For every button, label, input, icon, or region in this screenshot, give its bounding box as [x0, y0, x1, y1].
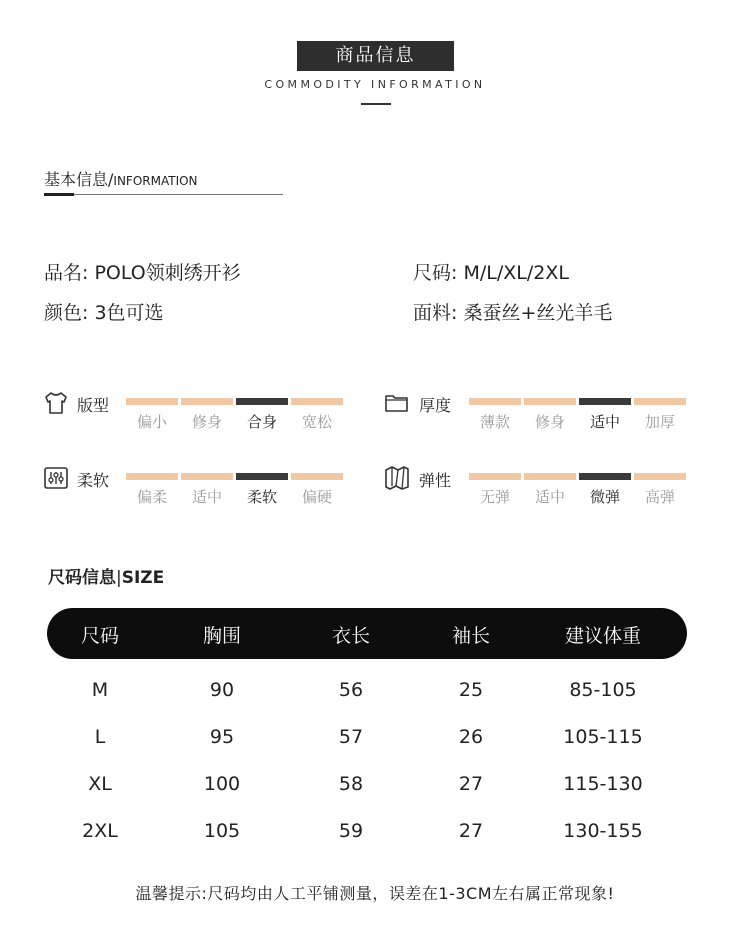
scale-option: 适中: [534, 488, 565, 506]
table-cell: 105-115: [563, 726, 643, 748]
attribute-softness-label: 柔软: [77, 471, 110, 490]
attribute-fit-options: [126, 411, 343, 432]
scale-option: 无弹: [479, 488, 510, 506]
scale-segment: [126, 473, 178, 480]
table-cell: 57: [338, 726, 364, 748]
product-name: 品名: POLO领刺绣开衫: [44, 262, 241, 284]
scale-option: 修身: [191, 413, 222, 431]
table-cell: 56: [338, 679, 364, 701]
section-subtitle: COMMODITY INFORMATION: [264, 78, 486, 91]
scale-segment: [634, 398, 686, 405]
product-sizes: 尺码: M/L/XL/2XL: [413, 262, 569, 284]
scale-segment: [126, 398, 178, 405]
attribute-elasticity-scale: [469, 473, 686, 480]
scale-option: 适中: [191, 488, 222, 506]
table-cell: 100: [203, 773, 241, 795]
scale-segment-selected: [579, 398, 631, 405]
attribute-softness-scale: [126, 473, 343, 480]
scale-option-selected: 柔软: [246, 488, 277, 506]
attribute-elasticity-label: 弹性: [419, 471, 452, 490]
section-underline: [361, 103, 391, 105]
attribute-softness-options: [126, 486, 343, 507]
table-cell: 95: [209, 726, 235, 748]
basic-info-divider-accent: [44, 193, 74, 196]
column-header-sleeve: 袖长: [451, 625, 490, 647]
basic-info-divider: [44, 194, 283, 195]
scale-option-selected: 适中: [589, 413, 620, 431]
table-cell: 130-155: [563, 820, 643, 842]
scale-option-selected: 微弹: [589, 488, 620, 506]
scale-option: 偏小: [136, 413, 167, 431]
size-info-heading-en: SIZE: [121, 568, 165, 588]
folder-icon: [383, 389, 411, 417]
scale-option: 高弹: [644, 488, 675, 506]
scale-option: 偏硬: [301, 488, 332, 506]
scale-segment: [469, 398, 521, 405]
basic-info-heading-en: INFORMATION: [113, 174, 198, 188]
attribute-elasticity-options: [469, 486, 686, 507]
column-header-chest: 胸围: [202, 625, 241, 647]
attribute-thickness-label: 厚度: [419, 396, 452, 415]
attribute-thickness-options: [469, 411, 686, 432]
table-cell: 115-130: [563, 773, 643, 795]
scale-option: 偏柔: [136, 488, 167, 506]
scale-option: 宽松: [301, 413, 332, 431]
scale-segment: [291, 473, 343, 480]
table-cell: 27: [458, 773, 484, 795]
scale-option: 加厚: [644, 413, 675, 431]
size-info-heading: [48, 563, 164, 588]
section-title-box: 商品信息: [297, 41, 454, 71]
scale-segment: [291, 398, 343, 405]
scale-segment: [469, 473, 521, 480]
table-cell: 26: [458, 726, 484, 748]
scale-option: 修身: [534, 413, 565, 431]
table-cell: 105: [203, 820, 241, 842]
scale-segment: [634, 473, 686, 480]
attribute-thickness-scale: [469, 398, 686, 405]
scale-option: 薄款: [479, 413, 510, 431]
product-fabric: 面料: 桑蚕丝+丝光羊毛: [413, 302, 613, 324]
attribute-fit-scale: [126, 398, 343, 405]
size-info-heading-separator: |: [116, 568, 122, 588]
scale-segment: [524, 398, 576, 405]
size-info-heading-cn: 尺码信息: [48, 568, 116, 588]
basic-info-heading: [44, 167, 198, 190]
scale-option-selected: 合身: [246, 413, 277, 431]
table-cell: L: [94, 726, 106, 748]
scale-segment: [181, 398, 233, 405]
table-cell: 27: [458, 820, 484, 842]
column-header-length: 衣长: [331, 625, 370, 647]
table-cell: 58: [338, 773, 364, 795]
scale-segment-selected: [579, 473, 631, 480]
table-cell: 25: [458, 679, 484, 701]
scale-segment-selected: [236, 398, 288, 405]
map-icon: [383, 464, 411, 492]
scale-segment: [181, 473, 233, 480]
column-header-size: 尺码: [80, 625, 119, 647]
basic-info-heading-cn: 基本信息/: [44, 170, 114, 189]
shirt-icon: [42, 389, 70, 417]
table-cell: 2XL: [82, 820, 118, 842]
scale-segment-selected: [236, 473, 288, 480]
table-cell: XL: [88, 773, 112, 795]
sliders-icon: [42, 464, 70, 492]
attribute-fit-label: 版型: [77, 396, 110, 415]
table-cell: 85-105: [569, 679, 637, 701]
table-cell: 90: [209, 679, 235, 701]
table-cell: 59: [338, 820, 364, 842]
table-cell: M: [91, 679, 109, 701]
scale-segment: [524, 473, 576, 480]
product-colors: 颜色: 3色可选: [44, 302, 164, 324]
measurement-note: 温馨提示:尺码均由人工平铺测量，误差在1-3CM左右属正常现象!: [135, 884, 615, 903]
column-header-weight: 建议体重: [564, 625, 641, 647]
